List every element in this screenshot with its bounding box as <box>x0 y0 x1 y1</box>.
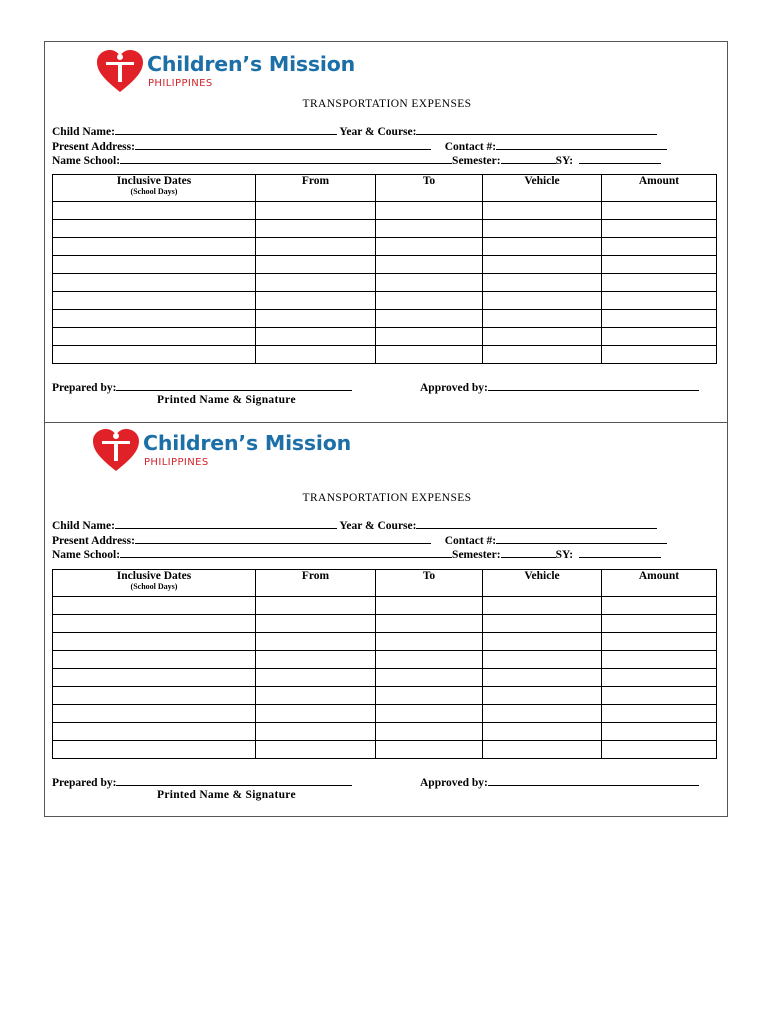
table-cell[interactable] <box>376 328 483 346</box>
year-course-label: Year & Course: <box>339 520 417 532</box>
table-row <box>53 346 717 364</box>
table-cell[interactable] <box>602 202 717 220</box>
table-cell[interactable] <box>602 687 717 705</box>
child-name-label: Child Name: <box>52 520 115 532</box>
child-name-field[interactable] <box>115 124 337 135</box>
table-cell[interactable] <box>53 705 256 723</box>
table-cell[interactable] <box>256 741 376 759</box>
header-from: From <box>256 570 376 597</box>
table-cell[interactable] <box>376 292 483 310</box>
header-vehicle: Vehicle <box>483 570 602 597</box>
table-cell[interactable] <box>53 633 256 651</box>
table-cell[interactable] <box>53 274 256 292</box>
table-cell[interactable] <box>256 328 376 346</box>
table-cell[interactable] <box>602 292 717 310</box>
table-cell[interactable] <box>256 256 376 274</box>
name-school-label: Name School: <box>52 155 121 167</box>
address-row <box>52 533 667 548</box>
year-course-field[interactable] <box>416 124 657 135</box>
table-row <box>53 292 717 310</box>
semester-label: Semester: <box>452 155 501 167</box>
table-cell[interactable] <box>602 651 717 669</box>
table-cell[interactable] <box>256 274 376 292</box>
contact-label: Contact #: <box>444 141 497 153</box>
name-school-label: Name School: <box>52 549 121 561</box>
table-cell[interactable] <box>483 328 602 346</box>
table-cell[interactable] <box>53 310 256 328</box>
table-cell[interactable] <box>602 705 717 723</box>
sy-field[interactable] <box>579 547 661 558</box>
table-cell[interactable] <box>256 723 376 741</box>
table-row <box>53 202 717 220</box>
table-cell[interactable] <box>602 633 717 651</box>
table-cell[interactable] <box>376 346 483 364</box>
table-cell[interactable] <box>256 238 376 256</box>
table-cell[interactable] <box>483 723 602 741</box>
table-cell[interactable] <box>256 292 376 310</box>
table-cell[interactable] <box>53 651 256 669</box>
contact-field[interactable] <box>496 139 667 150</box>
table-cell[interactable] <box>256 202 376 220</box>
table-cell[interactable] <box>483 274 602 292</box>
table-row <box>53 633 717 651</box>
table-cell[interactable] <box>483 256 602 274</box>
table-cell[interactable] <box>256 346 376 364</box>
table-cell[interactable] <box>602 238 717 256</box>
form-title: TRANSPORTATION EXPENSES <box>302 492 472 504</box>
table-cell[interactable] <box>483 238 602 256</box>
prepared-by-label: Prepared by: <box>52 382 117 394</box>
table-cell[interactable] <box>483 705 602 723</box>
year-course-field[interactable] <box>416 518 657 529</box>
table-cell[interactable] <box>602 274 717 292</box>
header-amount: Amount <box>602 570 717 597</box>
school-row <box>52 153 661 168</box>
table-header-row <box>53 570 717 597</box>
table-cell[interactable] <box>602 615 717 633</box>
table-cell[interactable] <box>53 741 256 759</box>
heart-cross-icon <box>95 50 145 94</box>
address-row <box>52 139 667 154</box>
header-inclusive-dates: Inclusive Dates (School Days) <box>53 570 256 597</box>
table-cell[interactable] <box>483 597 602 615</box>
table-row <box>53 687 717 705</box>
table-cell[interactable] <box>256 705 376 723</box>
approved-by-field[interactable] <box>488 380 699 391</box>
table-cell[interactable] <box>256 615 376 633</box>
table-row <box>53 274 717 292</box>
table-cell[interactable] <box>53 220 256 238</box>
semester-field[interactable] <box>501 547 556 558</box>
table-cell[interactable] <box>376 723 483 741</box>
present-address-label: Present Address: <box>52 535 135 547</box>
table-cell[interactable] <box>53 328 256 346</box>
header-school-days: (School Days) <box>130 187 178 196</box>
table-cell[interactable] <box>256 669 376 687</box>
approved-by-field[interactable] <box>488 775 699 786</box>
table-cell[interactable] <box>53 723 256 741</box>
form-copy-bottom <box>44 422 728 817</box>
table-row <box>53 597 717 615</box>
table-cell[interactable] <box>376 202 483 220</box>
header-vehicle: Vehicle <box>483 175 602 202</box>
semester-label: Semester: <box>452 549 501 561</box>
table-cell[interactable] <box>53 292 256 310</box>
contact-field[interactable] <box>496 533 667 544</box>
table-row <box>53 651 717 669</box>
logo-name: Children’s Mission <box>143 431 352 455</box>
table-cell[interactable] <box>602 346 717 364</box>
table-cell[interactable] <box>53 256 256 274</box>
approved-by-row <box>420 775 699 789</box>
table-cell[interactable] <box>483 202 602 220</box>
child-name-row <box>52 124 657 139</box>
table-cell[interactable] <box>376 651 483 669</box>
table-row <box>53 220 717 238</box>
table-cell[interactable] <box>602 310 717 328</box>
child-name-row <box>52 518 657 533</box>
table-cell[interactable] <box>483 615 602 633</box>
table-cell[interactable] <box>483 651 602 669</box>
year-course-label: Year & Course: <box>339 126 417 138</box>
table-cell[interactable] <box>376 220 483 238</box>
prepared-by-field[interactable] <box>116 775 352 786</box>
approved-by-label: Approved by: <box>420 777 488 789</box>
expenses-table <box>52 569 717 759</box>
table-cell[interactable] <box>256 597 376 615</box>
table-cell[interactable] <box>483 292 602 310</box>
sy-label: SY: <box>555 155 574 167</box>
prepared-by-label: Prepared by: <box>52 777 117 789</box>
form-title: TRANSPORTATION EXPENSES <box>302 98 472 110</box>
signature-caption: Printed Name & Signature <box>157 789 296 801</box>
table-cell[interactable] <box>376 687 483 705</box>
header-school-days: (School Days) <box>130 582 178 591</box>
logo-country: PHILIPPINES <box>144 457 209 468</box>
header-inclusive-dates: Inclusive Dates (School Days) <box>53 175 256 202</box>
table-cell[interactable] <box>256 651 376 669</box>
table-row <box>53 705 717 723</box>
table-row <box>53 310 717 328</box>
table-row <box>53 238 717 256</box>
table-cell[interactable] <box>602 328 717 346</box>
table-cell[interactable] <box>602 220 717 238</box>
table-cell[interactable] <box>53 615 256 633</box>
table-cell[interactable] <box>53 238 256 256</box>
table-row <box>53 669 717 687</box>
table-row <box>53 741 717 759</box>
logo-country: PHILIPPINES <box>148 78 213 89</box>
approved-by-row <box>420 380 699 394</box>
table-cell[interactable] <box>376 274 483 292</box>
table-cell[interactable] <box>376 615 483 633</box>
present-address-label: Present Address: <box>52 141 135 153</box>
table-row <box>53 328 717 346</box>
table-cell[interactable] <box>53 687 256 705</box>
table-cell[interactable] <box>483 741 602 759</box>
logo-name: Children’s Mission <box>147 52 356 76</box>
logo <box>91 429 391 473</box>
table-cell[interactable] <box>256 310 376 328</box>
table-cell[interactable] <box>483 346 602 364</box>
table-cell[interactable] <box>602 741 717 759</box>
prepared-by-field[interactable] <box>116 380 352 391</box>
table-cell[interactable] <box>602 597 717 615</box>
school-row <box>52 547 661 562</box>
header-to: To <box>376 175 483 202</box>
header-to: To <box>376 570 483 597</box>
table-cell[interactable] <box>376 238 483 256</box>
table-cell[interactable] <box>53 597 256 615</box>
table-cell[interactable] <box>256 633 376 651</box>
child-name-label: Child Name: <box>52 126 115 138</box>
table-cell[interactable] <box>53 346 256 364</box>
prepared-by-row <box>52 380 352 394</box>
header-from: From <box>256 175 376 202</box>
table-row <box>53 615 717 633</box>
table-cell[interactable] <box>483 669 602 687</box>
table-cell[interactable] <box>376 310 483 328</box>
table-cell[interactable] <box>376 705 483 723</box>
present-address-field[interactable] <box>135 533 431 544</box>
table-cell[interactable] <box>376 256 483 274</box>
table-row <box>53 723 717 741</box>
table-cell[interactable] <box>376 633 483 651</box>
heart-cross-icon <box>91 429 141 473</box>
table-cell[interactable] <box>256 687 376 705</box>
table-cell[interactable] <box>376 669 483 687</box>
table-row <box>53 256 717 274</box>
name-school-field[interactable] <box>120 547 452 558</box>
signature-caption: Printed Name & Signature <box>157 394 296 406</box>
table-cell[interactable] <box>602 256 717 274</box>
table-cell[interactable] <box>376 597 483 615</box>
approved-by-label: Approved by: <box>420 382 488 394</box>
expenses-table <box>52 174 717 364</box>
table-cell[interactable] <box>483 220 602 238</box>
form-copy-top <box>44 41 728 423</box>
prepared-by-row <box>52 775 352 789</box>
sy-label: SY: <box>555 549 574 561</box>
header-amount: Amount <box>602 175 717 202</box>
table-cell[interactable] <box>53 669 256 687</box>
table-cell[interactable] <box>602 669 717 687</box>
table-cell[interactable] <box>376 741 483 759</box>
table-cell[interactable] <box>602 723 717 741</box>
table-cell[interactable] <box>483 310 602 328</box>
table-cell[interactable] <box>483 687 602 705</box>
sy-field[interactable] <box>579 153 661 164</box>
contact-label: Contact #: <box>444 535 497 547</box>
logo <box>95 50 395 94</box>
name-school-field[interactable] <box>120 153 452 164</box>
table-cell[interactable] <box>53 202 256 220</box>
table-cell[interactable] <box>483 633 602 651</box>
table-cell[interactable] <box>256 220 376 238</box>
table-header-row <box>53 175 717 202</box>
present-address-field[interactable] <box>135 139 431 150</box>
child-name-field[interactable] <box>115 518 337 529</box>
semester-field[interactable] <box>501 153 556 164</box>
